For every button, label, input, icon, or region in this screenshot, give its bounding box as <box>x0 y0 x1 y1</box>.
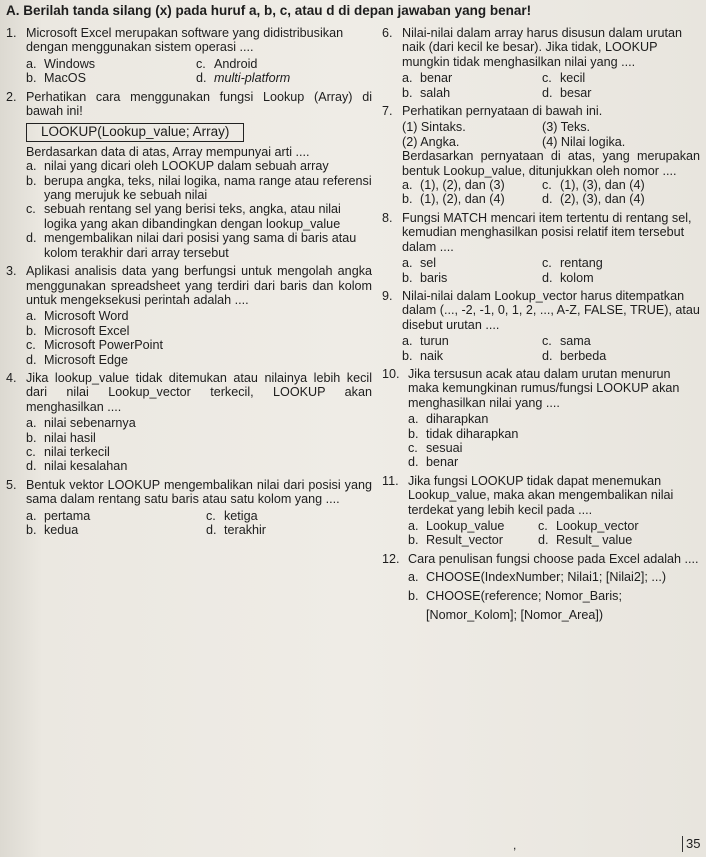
option-d[interactable]: d. multi-platform <box>196 71 291 86</box>
question-5 <box>6 478 372 538</box>
option-b[interactable]: b. Microsoft Excel <box>26 323 130 338</box>
option-d[interactable]: d. terakhir <box>206 523 266 537</box>
option-c[interactable]: c. Android <box>196 56 258 71</box>
option-d[interactable]: d. mengembalikan nilai dari posisi yang sama di baris atau kolom terakhir dari array tersebut <box>26 231 357 260</box>
option-b[interactable]: b. naik <box>402 348 444 363</box>
option-a[interactable]: a. benar <box>402 71 453 86</box>
option-d[interactable]: d. Result_ value <box>538 533 633 548</box>
question-6 <box>382 26 700 100</box>
question-1 <box>6 26 372 86</box>
question-text-2: Berdasarkan pernyataan di atas, yang merupakan bentuk Lookup_value, ditunjukkan oleh nomor .... <box>402 149 700 178</box>
option-d[interactable]: d. Microsoft Edge <box>26 352 128 367</box>
option-b[interactable]: b. (1), (2), dan (4) <box>402 192 505 207</box>
question-12 <box>382 552 700 625</box>
option-c[interactable]: c. rentang <box>542 256 603 271</box>
statement-1: (1) Sintaks. <box>402 120 466 135</box>
question-text: Nilai-nilai dalam Lookup_vector harus ditempatkan dalam (..., -2, -1, 0, 1, 2, ..., A-Z, FALSE, TRUE), atau disebut urutan .... <box>402 288 700 332</box>
question-text: Bentuk vektor LOOKUP mengembalikan nilai dari posisi yang sama dalam rentang satu baris atau satu kolom yang .... <box>26 477 372 507</box>
stray-mark: , <box>513 838 517 852</box>
statement-4: (4) Nilai logika. <box>542 134 626 149</box>
statement-3: (3) Teks. <box>542 120 591 135</box>
section-heading: A. Berilah tanda silang (x) pada huruf a, b, c, atau d di depan jawaban yang benar! <box>6 3 532 18</box>
question-text: Nilai-nilai dalam array harus disusun dalam urutan naik (dari kecil ke besar). Jika tidak, LOOKUP mungkin tidak menghasilkan nilai yang .... <box>402 26 682 69</box>
option-c[interactable]: c. sebuah rentang sel yang berisi teks, angka, atau nilai logika yang akan dibandingkan dengan lookup_value <box>26 202 341 231</box>
option-a[interactable]: a. nilai sebenarnya <box>26 416 136 431</box>
option-c[interactable]: c. (1), (3), dan (4) <box>542 178 645 193</box>
question-8 <box>382 211 700 285</box>
option-d[interactable]: d. berbeda <box>542 348 607 363</box>
option-a[interactable]: a. Windows <box>26 56 96 71</box>
option-c[interactable]: c. kecil <box>542 71 586 86</box>
option-a[interactable]: a. turun <box>402 334 449 349</box>
question-number: 12. <box>382 551 400 566</box>
question-text: Jika fungsi LOOKUP tidak dapat menemukan Lookup_value, maka akan mengembalikan nilai terdekat yang lebih kecil pada .... <box>408 473 674 517</box>
question-text: Microsoft Excel merupakan software yang didistribusikan dengan menggunakan sistem operasi .... <box>26 26 344 55</box>
question-text: Aplikasi analisis data yang berfungsi untuk mengolah angka menggunakan spreadsheet yang terdiri dari baris dan kolom untuk mengeksekusi perintah adalah .... <box>26 264 372 307</box>
question-number: 3. <box>6 264 17 279</box>
page-number: 35 <box>682 836 700 852</box>
question-9 <box>382 289 700 363</box>
question-number: 8. <box>382 210 393 225</box>
option-d[interactable]: d. besar <box>542 85 592 100</box>
question-7 <box>382 104 700 207</box>
question-text: Cara penulisan fungsi choose pada Excel adalah .... <box>408 551 699 566</box>
option-c[interactable]: c. sama <box>542 334 591 349</box>
question-text: Jika tersusun acak atau dalam urutan menurun maka kemungkinan rumus/fungsi LOOKUP akan menghasilkan nilai yang .... <box>408 366 680 410</box>
option-c[interactable]: c. nilai terkecil <box>26 444 110 459</box>
question-text-2: Berdasarkan data di atas, Array mempunyai arti .... <box>26 144 310 159</box>
option-a[interactable]: a. nilai yang dicari oleh LOOKUP dalam sebuah array <box>26 159 329 174</box>
option-a[interactable]: a. (1), (2), dan (3) <box>402 178 505 193</box>
option-b[interactable]: b. tidak diharapkan <box>408 426 519 441</box>
question-number: 10. <box>382 366 400 381</box>
question-text: Fungsi MATCH mencari item tertentu di rentang sel, kemudian menghasilkan posisi relatif item tersebut dalam .... <box>402 210 692 254</box>
left-column <box>6 26 372 537</box>
question-11 <box>382 474 700 548</box>
option-d[interactable]: d. (2), (3), dan (4) <box>542 192 645 207</box>
option-a[interactable]: a. pertama <box>26 508 91 523</box>
question-10 <box>382 367 700 470</box>
question-number: 11. <box>382 473 399 488</box>
option-c[interactable]: c. ketiga <box>206 508 258 523</box>
statement-2: (2) Angka. <box>402 134 460 149</box>
option-b[interactable]: b. CHOOSE(reference; Nomor_Baris; [Nomor_Kolom]; [Nomor_Area]) <box>408 589 622 623</box>
option-b[interactable]: b. MacOS <box>26 71 86 86</box>
option-d[interactable]: d. benar <box>408 455 459 470</box>
option-d[interactable]: d. kolom <box>542 270 594 285</box>
option-c[interactable]: c. sesuai <box>408 440 463 455</box>
option-a[interactable]: a. diharapkan <box>408 412 489 427</box>
question-text: Jika lookup_value tidak ditemukan atau nilainya lebih kecil dari nilai Lookup_vector terkecil, LOOKUP akan menghasilkan .... <box>26 370 372 414</box>
option-b[interactable]: b. berupa angka, teks, nilai logika, nama range atau referensi yang merujuk ke sebuah nilai <box>26 173 372 203</box>
option-a[interactable]: a. Microsoft Word <box>26 309 129 324</box>
option-d[interactable]: d. nilai kesalahan <box>26 459 128 474</box>
option-b[interactable]: b. nilai hasil <box>26 430 96 445</box>
option-b[interactable]: b. Result_vector <box>408 533 503 548</box>
option-b[interactable]: b. kedua <box>26 523 79 537</box>
option-c[interactable]: c. Lookup_vector <box>538 519 639 533</box>
question-number: 1. <box>6 26 17 40</box>
option-b[interactable]: b. baris <box>402 270 448 285</box>
option-b[interactable]: b. salah <box>402 85 451 100</box>
question-3 <box>6 264 372 367</box>
formula-box: LOOKUP(Lookup_value; Array) <box>26 123 244 141</box>
question-4 <box>6 371 372 474</box>
question-text: Perhatikan pernyataan di bawah ini. <box>402 104 603 119</box>
option-a[interactable]: a. CHOOSE(IndexNumber; Nilai1; [Nilai2]; ...) <box>408 570 667 585</box>
option-c[interactable]: c. Microsoft PowerPoint <box>26 338 163 353</box>
question-number: 2. <box>6 89 17 104</box>
question-number: 4. <box>6 370 17 385</box>
question-number: 5. <box>6 477 17 492</box>
question-text: Perhatikan cara menggunakan fungsi Lookup (Array) di bawah ini! <box>26 89 372 119</box>
question-number: 7. <box>382 104 393 119</box>
option-a[interactable]: a. Lookup_value <box>408 519 505 533</box>
right-column <box>382 26 700 625</box>
question-number: 6. <box>382 26 393 40</box>
question-number: 9. <box>382 288 393 303</box>
option-a[interactable]: a. sel <box>402 256 437 271</box>
question-2 <box>6 90 372 260</box>
